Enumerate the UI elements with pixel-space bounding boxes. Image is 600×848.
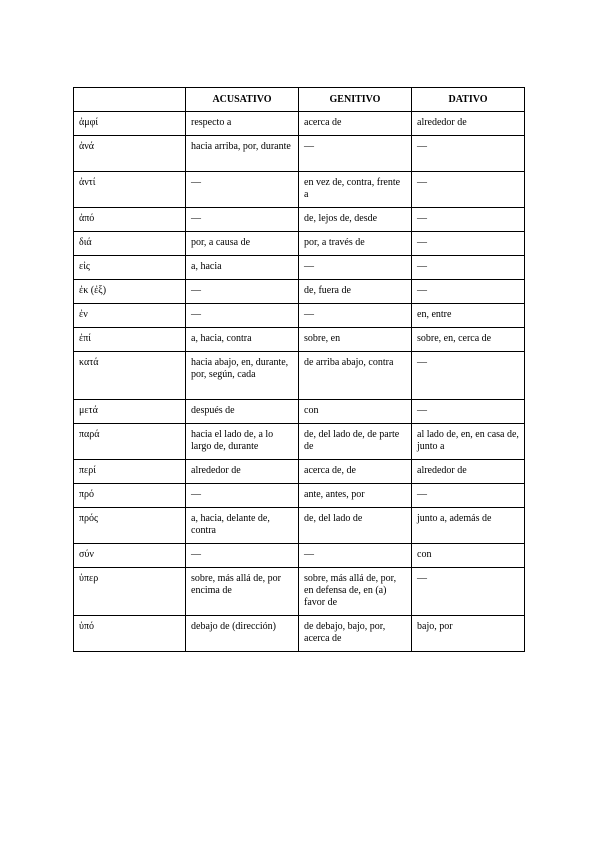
table-row [74, 304, 525, 328]
preposition-cell: περί [74, 460, 186, 484]
preposition-cell: ἀπό [74, 208, 186, 232]
genitivo-cell: en vez de, contra, frente a [299, 172, 412, 208]
table-body [74, 112, 525, 652]
genitivo-cell: de, lejos de, desde [299, 208, 412, 232]
acusativo-cell: a, hacia [186, 256, 299, 280]
header-preposition [74, 88, 186, 112]
preposition-cell: εἰς [74, 256, 186, 280]
header-row [74, 88, 525, 112]
preposition-cell: πρό [74, 484, 186, 508]
genitivo-cell: — [299, 544, 412, 568]
preposition-cell: ὑπό [74, 616, 186, 652]
table-row [74, 568, 525, 616]
table-row [74, 280, 525, 304]
acusativo-cell: — [186, 484, 299, 508]
acusativo-cell: hacia arriba, por, durante [186, 136, 299, 172]
table-row [74, 616, 525, 652]
header-dativo: DATIVO [412, 88, 525, 112]
dativo-cell: — [412, 568, 525, 616]
dativo-cell: bajo, por [412, 616, 525, 652]
genitivo-cell: de, del lado de, de parte de [299, 424, 412, 460]
acusativo-cell: alrededor de [186, 460, 299, 484]
header-genitivo: GENITIVO [299, 88, 412, 112]
dativo-cell: con [412, 544, 525, 568]
dativo-cell: — [412, 352, 525, 400]
dativo-cell: sobre, en, cerca de [412, 328, 525, 352]
genitivo-cell: — [299, 304, 412, 328]
preposition-cell: ἐκ (ἐξ) [74, 280, 186, 304]
table-row [74, 460, 525, 484]
genitivo-cell: de, del lado de [299, 508, 412, 544]
genitivo-cell: acerca de [299, 112, 412, 136]
preposition-cell: διά [74, 232, 186, 256]
preposition-cell: ἐπί [74, 328, 186, 352]
dativo-cell: — [412, 172, 525, 208]
acusativo-cell: a, hacia, delante de, contra [186, 508, 299, 544]
dativo-cell: — [412, 136, 525, 172]
acusativo-cell: respecto a [186, 112, 299, 136]
dativo-cell: alrededor de [412, 460, 525, 484]
preposition-cell: μετά [74, 400, 186, 424]
preposition-cell: ἀντί [74, 172, 186, 208]
preposition-cell: σύν [74, 544, 186, 568]
genitivo-cell: de arriba abajo, contra [299, 352, 412, 400]
genitivo-cell: de, fuera de [299, 280, 412, 304]
acusativo-cell: sobre, más allá de, por encima de [186, 568, 299, 616]
genitivo-cell: de debajo, bajo, por, acerca de [299, 616, 412, 652]
acusativo-cell: — [186, 304, 299, 328]
genitivo-cell: acerca de, de [299, 460, 412, 484]
preposition-cell: παρά [74, 424, 186, 460]
acusativo-cell: hacia abajo, en, durante, por, según, cada [186, 352, 299, 400]
dativo-cell: — [412, 256, 525, 280]
acusativo-cell: por, a causa de [186, 232, 299, 256]
table-row [74, 112, 525, 136]
genitivo-cell: — [299, 136, 412, 172]
table-row [74, 352, 525, 400]
genitivo-cell: con [299, 400, 412, 424]
preposition-cell: ἀνά [74, 136, 186, 172]
genitivo-cell: ante, antes, por [299, 484, 412, 508]
header-acusativo: ACUSATIVO [186, 88, 299, 112]
dativo-cell: — [412, 400, 525, 424]
acusativo-cell: hacia el lado de, a lo largo de, durante [186, 424, 299, 460]
acusativo-cell: — [186, 208, 299, 232]
genitivo-cell: — [299, 256, 412, 280]
dativo-cell: — [412, 232, 525, 256]
acusativo-cell: — [186, 280, 299, 304]
preposition-cell: πρός [74, 508, 186, 544]
acusativo-cell: a, hacia, contra [186, 328, 299, 352]
dativo-cell: — [412, 280, 525, 304]
table-row [74, 208, 525, 232]
table-row [74, 484, 525, 508]
genitivo-cell: sobre, más allá de, por, en defensa de, en (a) favor de [299, 568, 412, 616]
acusativo-cell: — [186, 172, 299, 208]
acusativo-cell: debajo de (dirección) [186, 616, 299, 652]
prepositions-table [73, 87, 525, 652]
dativo-cell: al lado de, en, en casa de, junto a [412, 424, 525, 460]
genitivo-cell: sobre, en [299, 328, 412, 352]
table-row [74, 544, 525, 568]
table-row [74, 232, 525, 256]
preposition-cell: ὑπερ [74, 568, 186, 616]
preposition-cell: ἀμφί [74, 112, 186, 136]
preposition-cell: κατά [74, 352, 186, 400]
acusativo-cell: después de [186, 400, 299, 424]
acusativo-cell: — [186, 544, 299, 568]
table-row [74, 172, 525, 208]
table-row [74, 508, 525, 544]
dativo-cell: en, entre [412, 304, 525, 328]
table-row [74, 400, 525, 424]
table-row [74, 424, 525, 460]
dativo-cell: — [412, 208, 525, 232]
dativo-cell: junto a, además de [412, 508, 525, 544]
table-row [74, 256, 525, 280]
preposition-cell: ἐν [74, 304, 186, 328]
table-row [74, 328, 525, 352]
dativo-cell: alrededor de [412, 112, 525, 136]
table-header [74, 88, 525, 112]
genitivo-cell: por, a través de [299, 232, 412, 256]
table-row [74, 136, 525, 172]
dativo-cell: — [412, 484, 525, 508]
